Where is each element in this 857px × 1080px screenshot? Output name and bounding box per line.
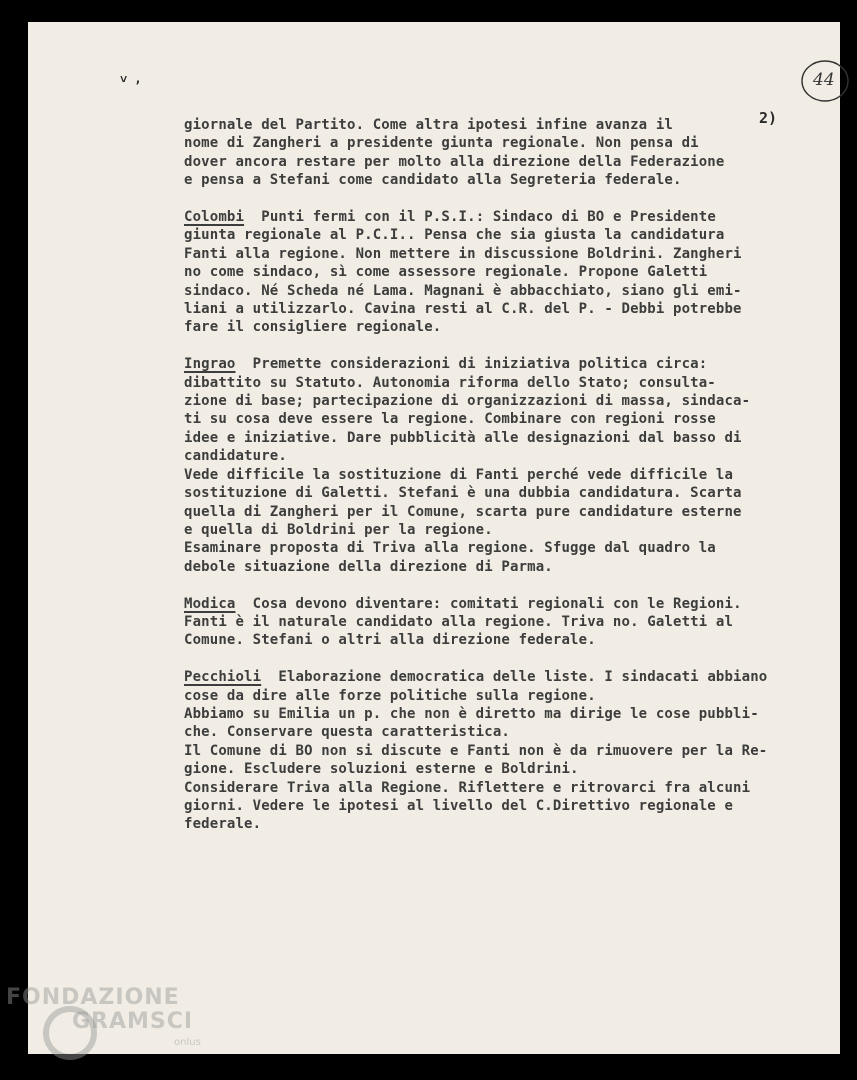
text-line: Fanti è il naturale candidato alla regione. Triva no. Galetti al [184, 613, 734, 630]
text-line: liani a utilizzarlo. Cavina resti al C.R. del P. - Debbi potrebbe [184, 301, 742, 318]
intervention-first-line [184, 355, 834, 373]
text-line: debole situazione della direzione di Parma. [184, 558, 553, 575]
speaker-name: Colombi [184, 209, 245, 226]
intervention-pecchioli [184, 668, 834, 834]
text-line: Comune. Stefani o altri alla direzione federale. [184, 632, 596, 649]
text-line: giornale del Partito. Come altra ipotesi infine avanza il [184, 117, 673, 133]
text-line: federale. [184, 816, 262, 833]
intervention-opening: Punti fermi con il P.S.I.: Sindaco di BO e Presidente [261, 209, 716, 226]
page-number: 2) [759, 109, 778, 127]
intervention-modica [184, 595, 834, 650]
text-line: idee e iniziative. Dare pubblicità alle designazioni dal basso di [184, 429, 742, 446]
watermark-line-1: FONDAZIONE [6, 985, 180, 1010]
intervention-opening: Elaborazione democratica delle liste. I sindacati abbiano [278, 669, 768, 686]
text-line: che. Conservare questa caratteristica. [184, 724, 510, 741]
intervention-opening: Cosa devono diventare: comitati regionali con le Regioni. [252, 595, 742, 612]
text-line: ti su cosa deve essere la regione. Combinare con regioni rosse [184, 411, 716, 428]
text-line: quella di Zangheri per il Comune, scarta pure candidature esterne [184, 503, 742, 520]
text-line: nome di Zangheri a presidente giunta regionale. Non pensa di [184, 135, 699, 152]
speaker-name: Modica [184, 595, 236, 612]
text-line: dibattito su Statuto. Autonomia riforma dello Stato; consulta- [184, 374, 716, 391]
intervention-opening: Premette considerazioni di iniziativa politica circa: [252, 356, 708, 373]
text-line: sindaco. Né Scheda né Lama. Magnani è abbacchiato, siano gli emi- [184, 282, 742, 299]
text-line: Il Comune di BO non si discute e Fanti non è da rimuovere per la Re- [184, 742, 768, 759]
intro-paragraph [184, 116, 834, 190]
intervention-ingrao [184, 355, 834, 576]
text-line: Esaminare proposta di Triva alla regione. Sfugge dal quadro la [184, 540, 716, 557]
intervention-first-line [184, 595, 834, 613]
intervention-colombi [184, 208, 834, 337]
intervention-first-line [184, 668, 834, 686]
text-line: cose da dire alle forze politiche sulla regione. [184, 687, 596, 704]
text-line: sostituzione di Galetti. Stefani è una dubbia candidatura. Scarta [184, 485, 742, 502]
text-line: Considerare Triva alla Regione. Riflettere e ritrovarci fra alcuni [184, 779, 751, 796]
text-line: gione. Escludere soluzioni esterne e Boldrini. [184, 761, 579, 778]
watermark-logo [6, 985, 226, 1075]
text-line: giorni. Vedere le ipotesi al livello del C.Direttivo regionale e [184, 797, 734, 814]
text-line: e quella di Boldrini per la regione. [184, 521, 493, 538]
corner-mark: ˅ , [120, 72, 142, 86]
speaker-name: Ingrao [184, 356, 236, 373]
document-body [184, 116, 834, 852]
intervention-first-line [184, 208, 834, 226]
text-line: Fanti alla regione. Non mettere in discussione Boldrini. Zangheri [184, 245, 742, 262]
folio-stamp [800, 58, 850, 104]
text-line: e pensa a Stefani come candidato alla Segreteria federale. [184, 172, 682, 189]
watermark-line-2: GRAMSCI [72, 1009, 194, 1034]
watermark-line-3: onlus [174, 1037, 201, 1048]
text-line: Abbiamo su Emilia un p. che non è diretto ma dirige le cose pubbli- [184, 705, 759, 722]
text-line: zione di base; partecipazione di organizzazioni di massa, sindaca- [184, 393, 751, 410]
folio-number: 44 [813, 70, 835, 90]
text-line: no come sindaco, sì come assessore regionale. Propone Galetti [184, 264, 708, 281]
text-line: fare il consigliere regionale. [184, 319, 442, 336]
speaker-name: Pecchioli [184, 669, 262, 686]
text-line: dover ancora restare per molto alla direzione della Federazione [184, 153, 725, 170]
text-line: giunta regionale al P.C.I.. Pensa che sia giusta la candidatura [184, 227, 725, 244]
text-line: candidature. [184, 448, 287, 465]
text-line: Vede difficile la sostituzione di Fanti perché vede difficile la [184, 466, 734, 483]
